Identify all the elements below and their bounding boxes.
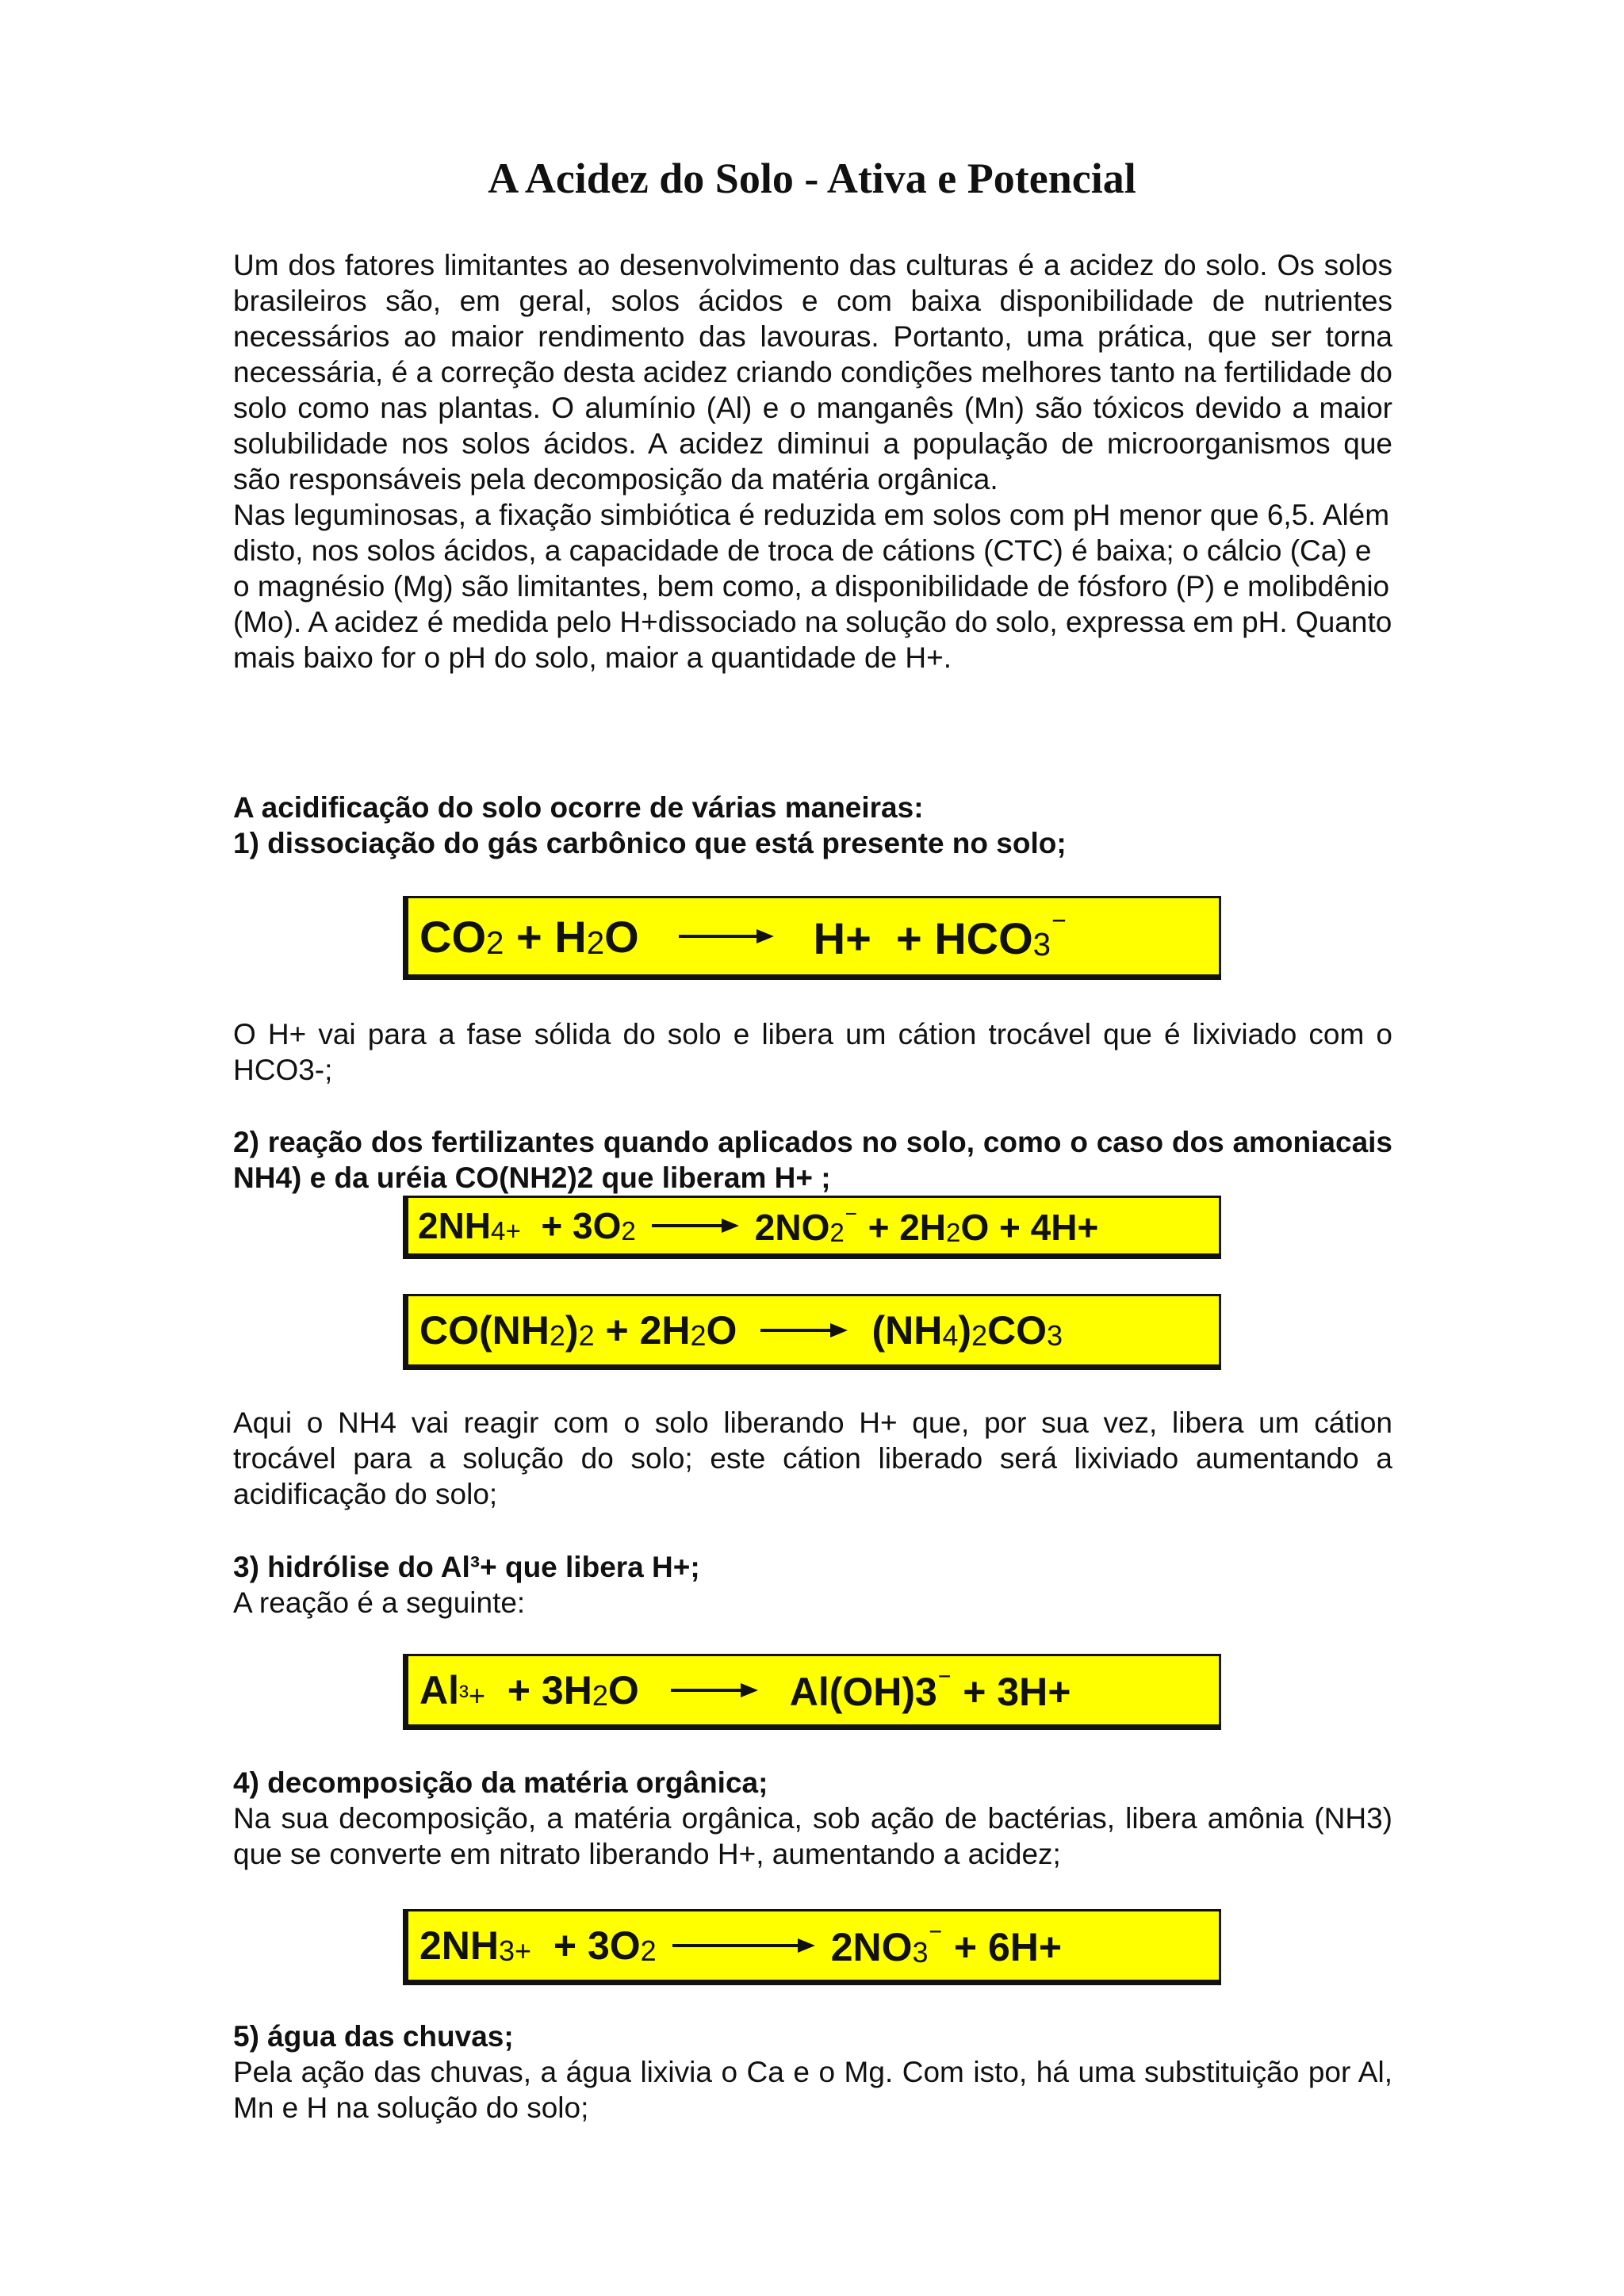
equation-right	[871, 1307, 1063, 1353]
equation-ammonium-oxidation	[403, 1196, 1221, 1259]
item1-heading: 1) dissociação do gás carbônico que está presente no solo;	[233, 827, 1067, 859]
item3-subheading: A reação é a seguinte:	[233, 1586, 526, 1619]
equation-ammonia-nitrification	[403, 1909, 1221, 1985]
equation-token: )	[565, 1308, 579, 1353]
equation-token: ⁻	[844, 1203, 858, 1232]
reaction-arrow-icon	[760, 1321, 848, 1340]
intro-paragraph-2: Nas leguminosas, a fixação simbiótica é reduzida em solos com pH menor que 6,5. Além disto, nos solos ácidos, a capacidade de troca de cátions (CTC) é baixa; o cálcio (Ca) e o magnésio (Mg) são limitantes, bem como, a disponibilidade de fósforo (P) e molibdênio (Mo). A acidez é medida pelo H+dissociado na solução do solo, expressa em pH. Quanto mais baixo for o pH do solo, maior a quantidade de H+.	[233, 499, 1392, 674]
equation-token: 2	[486, 924, 504, 961]
reaction-arrow-icon	[652, 1216, 739, 1235]
equation-token: + 2H	[857, 1207, 947, 1249]
equation-token: Al(OH)3	[789, 1670, 937, 1715]
equation-token: O	[706, 1308, 737, 1353]
equation-token: H+	[813, 913, 871, 963]
equation-token: CO	[987, 1308, 1048, 1353]
equation-urea-hydrolysis	[403, 1294, 1221, 1370]
equation-token: 2	[586, 924, 605, 961]
equation-token: CO	[419, 911, 486, 962]
equation-token: ⁻	[1051, 909, 1067, 944]
equation-token: + 3O	[520, 1205, 622, 1246]
equation-token: 2	[829, 1218, 845, 1248]
reaction-arrow-icon	[672, 1936, 815, 1955]
equation-token: CO(NH	[419, 1308, 550, 1353]
equation-aluminium-hydrolysis	[403, 1654, 1221, 1730]
equation-left	[419, 1923, 657, 1969]
item5-note: Pela ação das chuvas, a água lixivia o Ca e o Mg. Com isto, há uma substituição por Al, Mn e H na solução do solo;	[233, 2056, 1392, 2124]
equation-token: 2	[549, 1318, 565, 1352]
equation-token: ³+	[459, 1678, 486, 1712]
equation-left	[419, 1307, 737, 1353]
equation-token: 4+	[491, 1216, 521, 1246]
intro-paragraph-1: Um dos fatores limitantes ao desenvolvimento das culturas é a acidez do solo. Os solos brasileiros são, em geral, solos ácidos e com baixa disponibilidade de nutrientes necessários ao maior rendimento das lavouras. Portanto, uma prática, que ser torna necessária, é a correção desta acidez criando condições melhores tanto na fertilidade do solo como nas plantas. O alumínio (Al) e o manganês (Mn) são tóxicos devido a maior solubilidade nos solos ácidos. A acidez diminui a população de microorganismos que são responsáveis pela decomposição da matéria orgânica.	[233, 249, 1392, 496]
equation-token: + 2H	[594, 1308, 691, 1353]
equation-left	[419, 1667, 639, 1713]
equation-right	[831, 1921, 1062, 1970]
equation-token: + HCO	[871, 913, 1033, 963]
equation-token: + 3O	[531, 1923, 641, 1968]
equation-token: 3	[1047, 1318, 1063, 1352]
reaction-arrow-icon	[671, 1681, 758, 1700]
equation-token: 3+	[499, 1934, 532, 1967]
item1-note: O H+ vai para a fase sólida do solo e libera um cátion trocável que é lixiviado com o HCO3-;	[233, 1018, 1392, 1086]
equation-left	[419, 911, 639, 962]
equation-token: 3	[1032, 925, 1051, 962]
equation-token: 2	[621, 1216, 636, 1246]
equation-token: + 3H	[485, 1668, 592, 1712]
equation-token: O	[607, 1668, 639, 1712]
equation-token: 2	[690, 1318, 707, 1352]
equation-token: )	[958, 1308, 971, 1353]
equation-right	[790, 1666, 1071, 1715]
equation-token: (NH	[871, 1308, 943, 1353]
item5-heading: 5) água das chuvas;	[233, 2020, 514, 2053]
equation-token: O	[604, 911, 639, 962]
equation-token: 2	[578, 1318, 595, 1352]
equation-token: 2NH	[419, 1923, 500, 1968]
item4-heading: 4) decomposição da matéria orgânica;	[233, 1766, 768, 1799]
equation-token: 2NO	[754, 1207, 830, 1249]
equation-token: 2	[971, 1318, 988, 1352]
equation-token: 2	[946, 1218, 961, 1248]
equation-right	[814, 909, 1067, 964]
equation-left	[418, 1204, 636, 1247]
item2-heading: 2) reação dos fertilizantes quando aplicados no solo, como o caso dos amoniacais NH4) e da uréia CO(NH2)2 que liberam H+ ;	[233, 1126, 1392, 1194]
equation-token: + 3H+	[952, 1670, 1071, 1715]
equation-token: O + 4H+	[960, 1207, 1099, 1249]
equation-token: 2NO	[830, 1925, 913, 1970]
equation-token: + H	[504, 911, 587, 962]
equation-token: 2	[592, 1678, 608, 1712]
reaction-arrow-icon	[679, 927, 774, 946]
item3-heading: 3) hidrólise do Al³+ que libera H+;	[233, 1551, 700, 1583]
equation-token: 2NH	[418, 1205, 492, 1246]
acidification-heading: A acidificação do solo ocorre de várias maneiras:	[233, 791, 924, 824]
page-title: A Acidez do Solo - Ativa e Potencial	[488, 155, 1136, 202]
equation-token: Al	[419, 1668, 459, 1712]
equation-co2-dissociation	[403, 896, 1221, 980]
equation-right	[755, 1203, 1099, 1249]
item2-note: Aqui o NH4 vai reagir com o solo liberando H+ que, por sua vez, libera um cátion trocável para a solução do solo; este cátion liberado será lixiviado aumentando a acidificação do solo;	[233, 1406, 1392, 1510]
equation-token: ⁻	[928, 1920, 944, 1952]
item4-note: Na sua decomposição, a matéria orgânica, sob ação de bactérias, libera amônia (NH3) que se converte em nitrato liberando H+, aumentando a acidez;	[233, 1802, 1392, 1870]
equation-token: 3	[912, 1935, 929, 1969]
equation-token: + 6H+	[943, 1925, 1063, 1970]
equation-token: 4	[942, 1318, 959, 1352]
equation-token: 2	[640, 1934, 657, 1967]
intro-section	[233, 247, 1392, 675]
equation-token: ⁻	[936, 1665, 952, 1697]
